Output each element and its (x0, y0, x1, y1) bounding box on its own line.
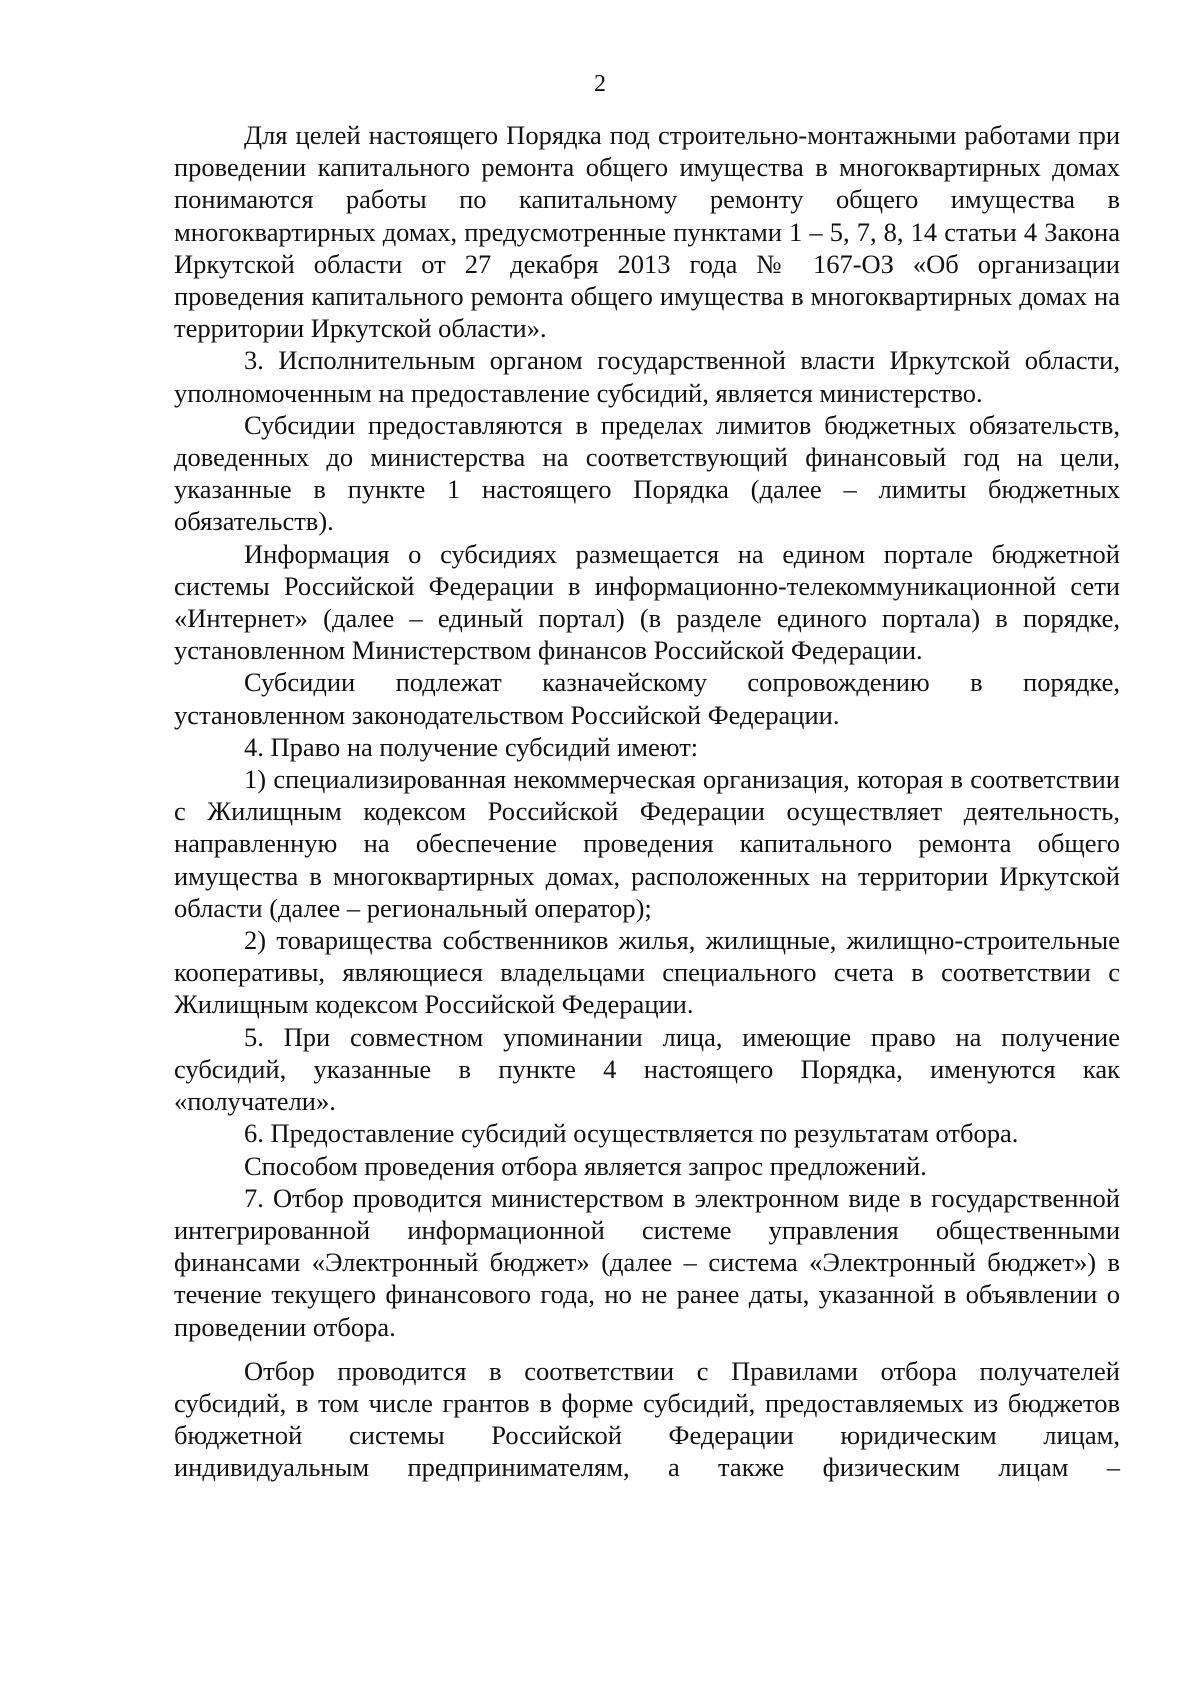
paragraph-gap (174, 1343, 1120, 1355)
paragraph-selection-rules: Отбор проводится в соответствии с Правилами отбора получателей субсидий, в том числе грантов в форме субсидий, предоставляемых из бюджетов бюджетной системы Российской Федерации юридическим лицам, индивидуальным предпринимателям, а также физическим лицам – (174, 1355, 1120, 1483)
document-body (174, 119, 1120, 1484)
paragraph-treasury-support: Субсидии подлежат казначейскому сопровождению в порядке, установленном законодательством Российской Федерации. (174, 667, 1120, 730)
page-number: 2 (594, 71, 606, 97)
paragraph-selection-method: Способом проведения отбора является запрос предложений. (244, 1150, 927, 1181)
paragraph-7-electronic-selection: 7. Отбор проводится министерством в электронном виде в государственной интегрированной информационной системе управления общественными финансами «Электронный бюджет» (далее – система «Электронный бюджет») в течение текущего финансового года, но не ранее даты, указанной в объявлении о проведении отбора. (174, 1182, 1120, 1342)
paragraph-subsidy-information-portal: Информация о субсидиях размещается на едином портале бюджетной системы Российской Федерации в информационно-телекоммуникационной сети «Интернет» (далее – единый портал) (в разделе единого портала) в порядке, установленном Министерством финансов Российской Федерации. (174, 538, 1120, 666)
paragraph-3-authorized-body: 3. Исполнительным органом государственной власти Иркутской области, уполномоченным на предоставление субсидий, является министерство. (174, 345, 1120, 408)
paragraph-4-eligible-recipients: 4. Право на получение субсидий имеют: (244, 731, 699, 762)
paragraph-5-recipients-term: 5. При совместном упоминании лица, имеющие право на получение субсидий, указанные в пункте 4 настоящего Порядка, именуются как «получатели». (174, 1021, 1120, 1117)
paragraph-6-selection-results: 6. Предоставление субсидий осуществляется по результатам отбора. (244, 1118, 1019, 1149)
paragraph-subsidy-limits: Субсидии предоставляются в пределах лимитов бюджетных обязательств, доведенных до министерства на соответствующий финансовый год на цели, указанные в пункте 1 настоящего Порядка (далее – лимиты бюджетных обязательств). (174, 409, 1120, 537)
paragraph-construction-works-definition: Для целей настоящего Порядка под строительно-монтажными работами при проведении капитального ремонта общего имущества в многоквартирных домах понимаются работы по капитальному ремонту общего имущества в многоквартирных домах, предусмотренные пунктами 1 – 5, 7, 8, 14 статьи 4 Закона Иркутской области от 27 декабря 2013 года № 167-ОЗ «Об организации проведения капитального ремонта общего имущества в многоквартирных домах на территории Иркутской области». (174, 120, 1120, 344)
paragraph-4-item-1-regional-operator: 1) специализированная некоммерческая организация, которая в соответствии с Жилищным кодексом Российской Федерации осуществляет деятельность, направленную на обеспечение проведения капитального ремонта общего имущества в многоквартирных домах, расположенных на территории Иркутской области (далее – региональный оператор); (174, 764, 1120, 923)
paragraph-4-item-2-hoa-cooperatives: 2) товарищества собственников жилья, жилищные, жилищно-строительные кооперативы, являющиеся владельцами специального счета в соответствии с Жилищным кодексом Российской Федерации. (174, 925, 1120, 1020)
